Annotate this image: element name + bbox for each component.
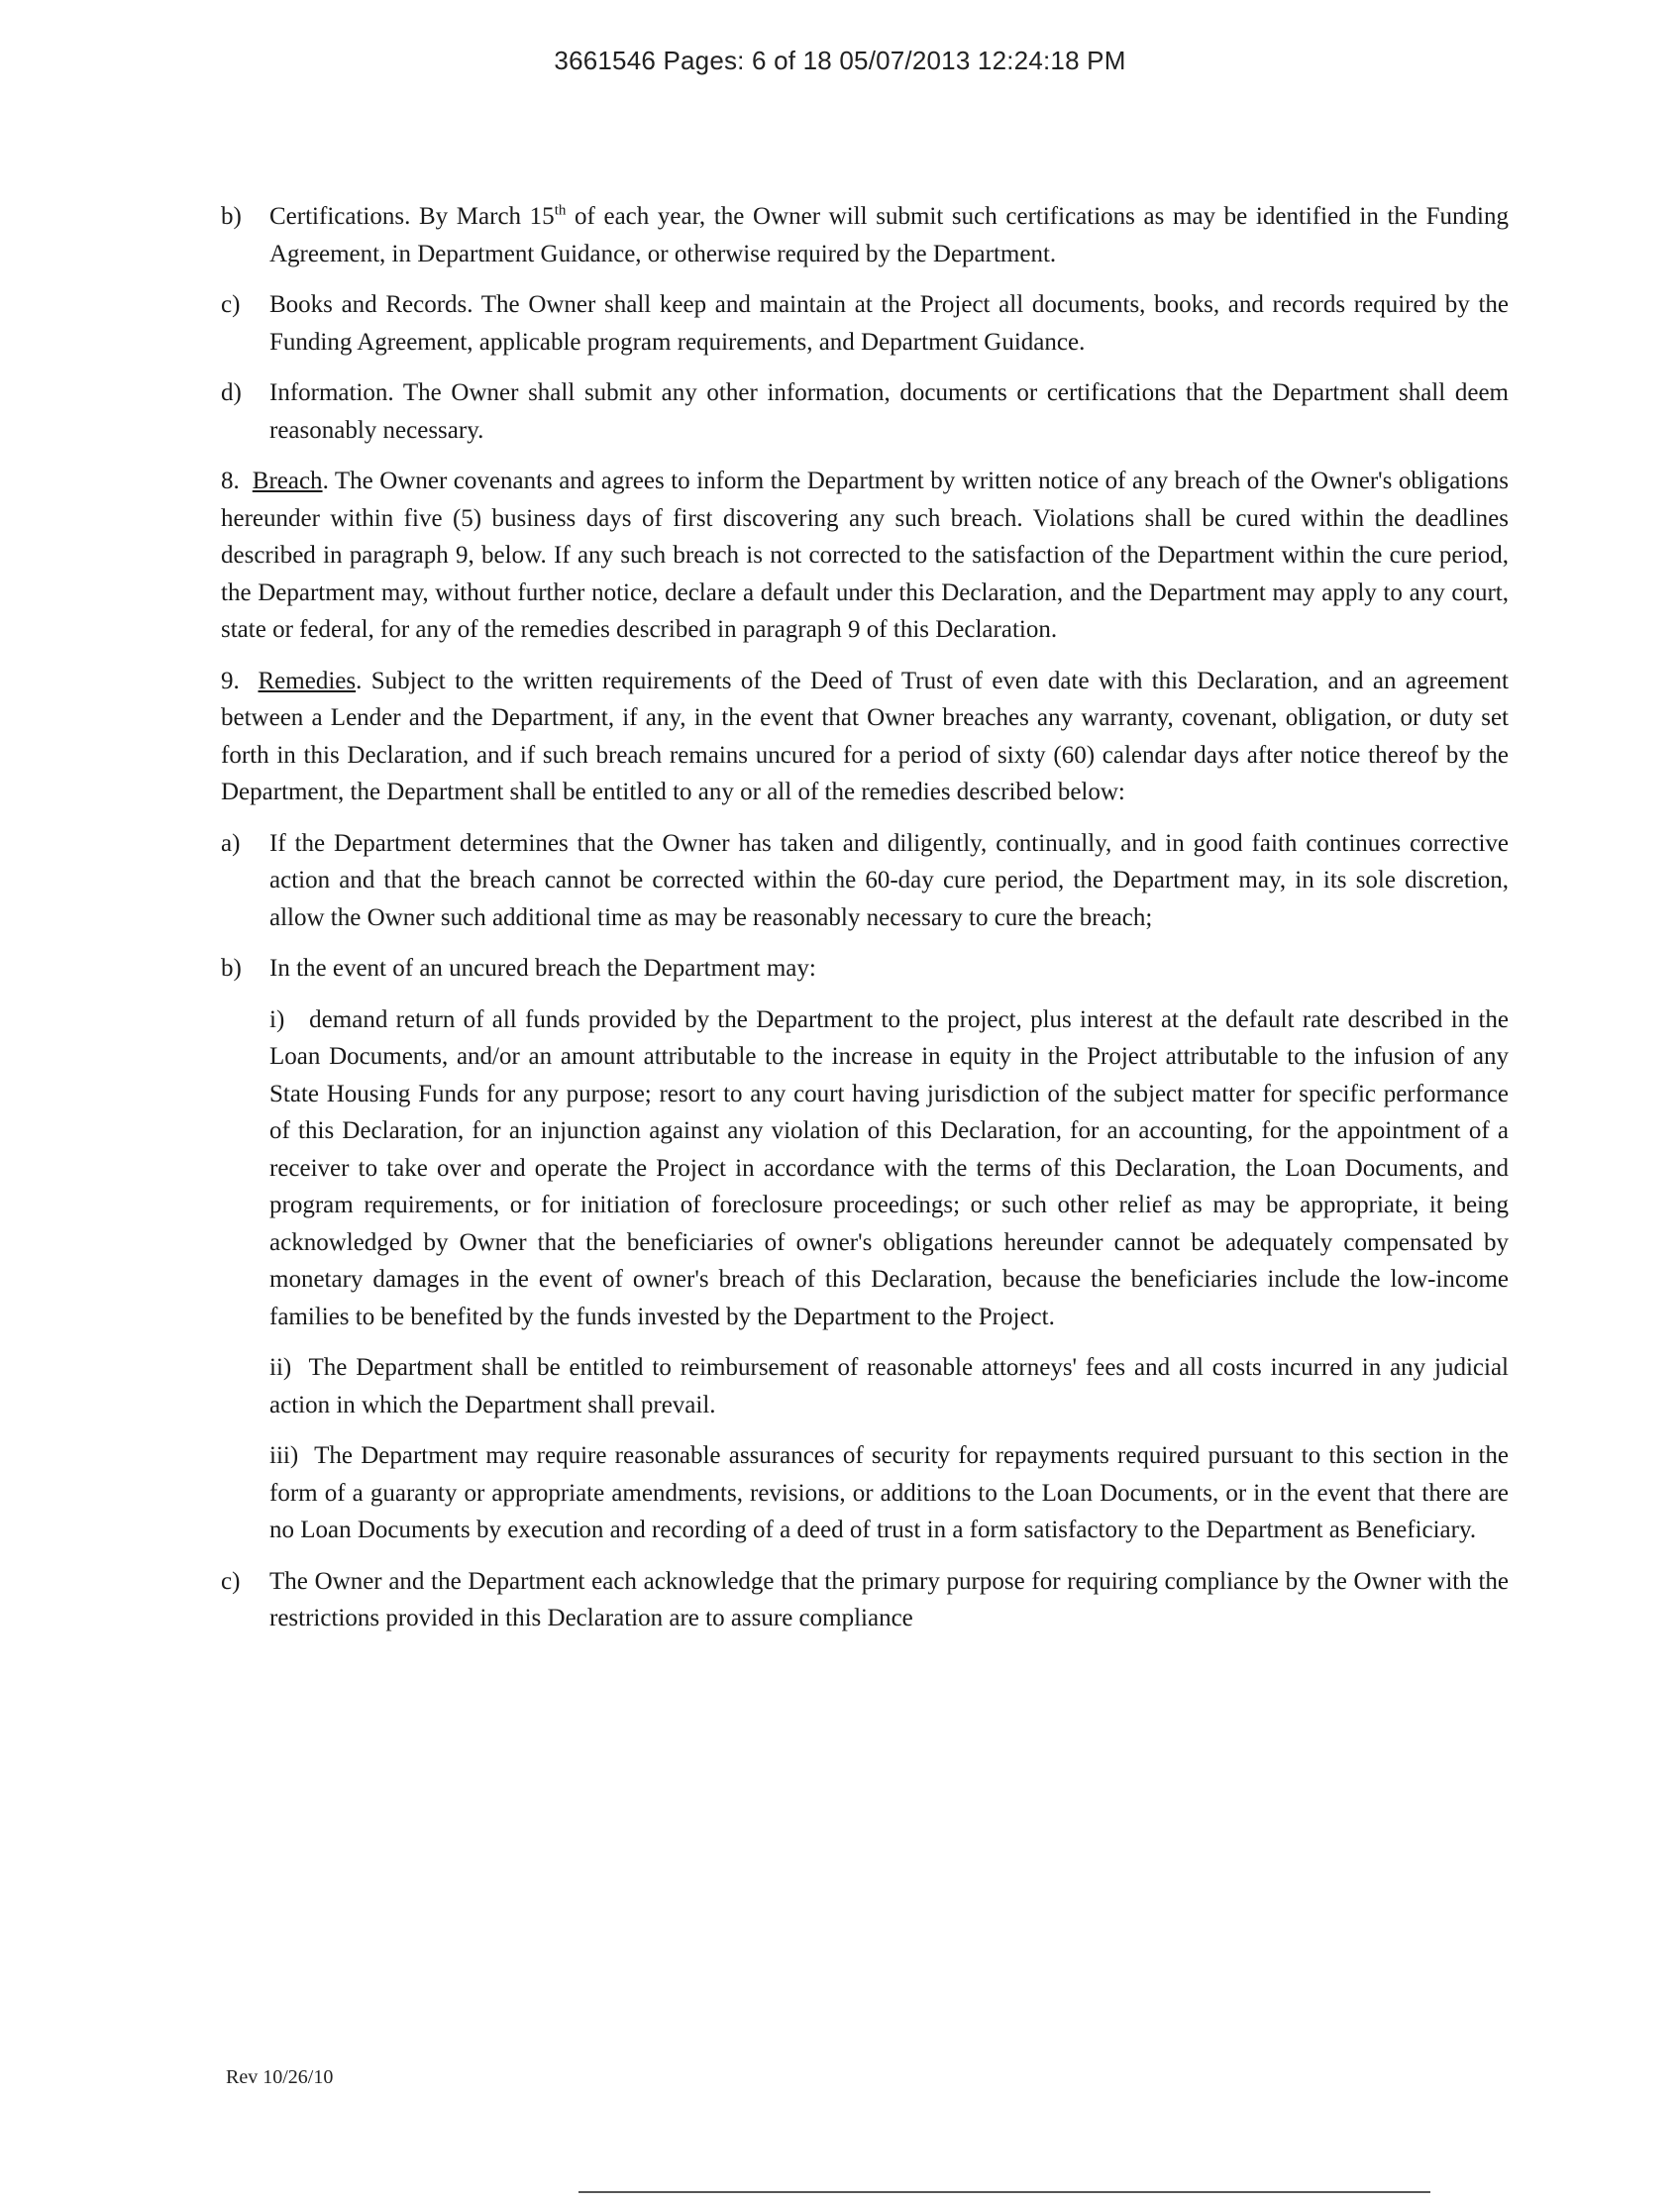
item-text: Books and Records. The Owner shall keep and maintain at the Project all documents, books, and records required by the Funding Agreement, applicable program requirements, and Department Guidance.	[269, 291, 1509, 356]
item-marker: b)	[221, 955, 242, 982]
section-8-breach	[221, 463, 1509, 649]
remedy-subitem-ii: ii) The Department shall be entitled to reimbursement of reasonable attorneys' fees and all costs incurred in any judicial action in which the Department shall prevail.	[269, 1354, 1516, 1418]
remedy-subitem-iii: iii) The Department may require reasonable assurances of security for repayments required pursuant to this section in the form of a guaranty or appropriate amendments, revisions, or additions to the Loan Documents, or in the event that there are no Loan Documents by execution and recording of a deed of trust in a form satisfactory to the Department as Beneficiary.	[269, 1442, 1516, 1543]
remedy-item-b	[221, 950, 1509, 988]
item-marker: b)	[221, 203, 242, 230]
item-heading: Certifications.	[269, 203, 411, 230]
item-text: If the Department determines that the Owner has taken and diligently, continually, and in good faith continues corrective action and that the breach cannot be corrected within the 60-day cure period, the Department may, in its sole discretion, allow the Owner such additional time as may be reasonably necessary to cure the breach;	[269, 829, 1509, 931]
section-text: . The Owner covenants and agrees to inform the Department by written notice of any breach of the Owner's obligations hereunder within five (5) business days of first discovering any such breach. Violations shall be cured within the deadlines described in paragraph 9, below. If any such breach is not corrected to the satisfaction of the Department within the cure period, the Department may, without further notice, declare a default under this Declaration, and the Department may apply to any court, state or federal, for any of the remedies described in paragraph 9 of this Declaration.	[221, 468, 1509, 643]
item-text: In the event of an uncured breach the Department may:	[269, 955, 816, 982]
section-heading: Remedies	[258, 667, 357, 694]
item-text: By March 15	[410, 203, 555, 230]
item-marker: c)	[221, 1567, 241, 1595]
item-marker: c)	[221, 291, 241, 318]
item-b-certifications	[221, 198, 1509, 272]
item-text: of each year, the Owner will submit such certifications as may be identified in the Funding Agreement, in Department Guidance, or otherwise required by the Department.	[269, 203, 1509, 267]
ordinal-suffix: th	[554, 202, 567, 219]
section-heading: Breach	[252, 468, 323, 494]
item-marker: a)	[221, 829, 241, 857]
section-9-remedies	[221, 663, 1509, 811]
item-d-information	[221, 374, 1509, 449]
section-number: 8.	[221, 468, 240, 494]
scan-edge-divider	[578, 2191, 1430, 2193]
document-body	[221, 198, 1516, 1651]
remedy-item-a	[221, 825, 1509, 937]
item-marker: d)	[221, 379, 242, 406]
revision-footer: Rev 10/26/10	[226, 2066, 334, 2088]
section-text: . Subject to the written requirements of the Deed of Trust of even date with this Declaration, and an agreement between a Lender and the Department, if any, in the event that Owner breaches any warranty, covenant, obligation, or duty set forth in this Declaration, and if such breach remains uncured for a period of sixty (60) calendar days after notice thereof by the Department, the Department shall be entitled to any or all of the remedies described below:	[221, 667, 1509, 805]
remedy-item-c	[221, 1563, 1509, 1637]
remedy-subitem-i: i) demand return of all funds provided by the Department to the project, plus interest at the default rate described in the Loan Documents, and/or an amount attributable to the increase in equity in the Project attributable to the infusion of any State Housing Funds for any purpose; resort to any court having jurisdiction of the subject matter for specific performance of this Declaration, for an injunction against any violation of this Declaration, for an accounting, for the appointment of a receiver to take over and operate the Project in accordance with the terms of this Declaration, the Loan Documents, and program requirements, or for initiation of foreclosure proceedings; or such other relief as may be appropriate, it being acknowledged by Owner that the beneficiaries of owner's obligations hereunder cannot be adequately compensated by monetary damages in the event of owner's breach of this Declaration, because the beneficiaries include the low-income families to be benefited by the funds invested by the Department to the Project.	[269, 1005, 1516, 1330]
item-text: Information. The Owner shall submit any other information, documents or certifications that the Department shall deem reasonably necessary.	[269, 379, 1509, 444]
section-number: 9.	[221, 667, 240, 694]
item-c-books-records	[221, 286, 1509, 361]
item-text: The Owner and the Department each acknowledge that the primary purpose for requiring compliance by the Owner with the restrictions provided in this Declaration are to assure compliance	[269, 1567, 1509, 1631]
recording-stamp: 3661546 Pages: 6 of 18 05/07/2013 12:24:18 PM	[554, 46, 1126, 75]
